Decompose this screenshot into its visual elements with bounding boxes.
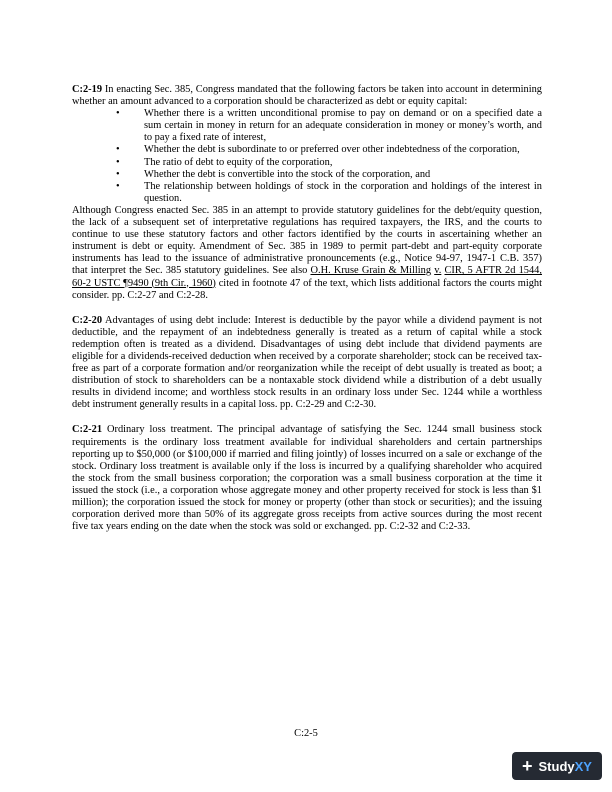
question-number: C:2-19	[72, 84, 103, 95]
list-item: • The relationship between holdings of stock in the corporation and holdings of the interest in question.	[144, 181, 542, 205]
brand-logo	[539, 759, 592, 774]
answer-text: Advantages of using debt include: Interest is deductible by the payor while a dividend payment is not deductible, and the repayment of an indebtedness generally is treated as a return of capital while a stock redemption often is treated as a dividend. Disadvantages of using debt include that dividend payments are eligible for a dividends-received deduction when received by a corporate shareholder; stock can be received tax-free as part of a corporate formation and/or reorganization while the receipt of debt usually is treated as boot; a distribution of stock to shareholders can be a nontaxable stock dividend while a distribution of a debt usually results in dividend income; and worthless stock results in an ordinary loss under Sec. 1244 while a worthless debt instrument generally results in a capital loss. pp. C:2-29 and C:2-30.	[72, 314, 542, 411]
question-c2-19-body	[72, 205, 542, 302]
question-number: C:2-20	[72, 314, 103, 326]
list-item: • Whether the debt is convertible into the stock of the corporation, and	[144, 169, 542, 181]
list-item: • Whether there is a written unconditional promise to pay on demand or on a specified date a sum certain in money in return for an adequate consideration in money or money’s worth, and to pay a fixed rate of interest,	[144, 108, 542, 144]
case-v: v.	[434, 265, 442, 277]
body-text: cited in footnote 47 of the text, which lists additional factors the courts might consider. pp. C:2-27 and C:2-28.	[72, 277, 542, 301]
case-name: O.H. Kruse Grain & Milling	[310, 265, 432, 277]
brand-main: Study	[538, 758, 575, 774]
answer-text: Ordinary loss treatment. The principal advantage of satisfying the Sec. 1244 small business stock requirements is the ordinary loss treatment available for individual shareholders and certain partnerships reporting up to $50,000 (or $100,000 if married and filing jointly) of losses incurred on a sale or exchange of the stock. Ordinary loss treatment is available only if the loss is incurred by a qualifying shareholder who acquired the stock from the small business corporation; the corporation was a small business corporation at the time it issued the stock (i.e., a corporation whose aggregate money and other property received for stock is less than $1 million); the corporation issued the stock for money or property (other than stock or securities); and the issuing corporation derived more than 50% of its aggregate gross receipts from active sources during the most recent five tax years ending on the date when the stock was sold or exchanged. pp. C:2-32 and C:2-33.	[72, 424, 542, 533]
list-item: • Whether the debt is subordinate to or preferred over other indebtedness of the corporation,	[144, 144, 542, 156]
body-text: Although Congress enacted Sec. 385 in an attempt to provide statutory guidelines for the debt/equity question, the lack of a subsequent set of interpretative regulations has required taxpayers, the IRS, and the courts to continue to use these statutory factors and other factors identified by the courts in ascertaining whether an instrument is debt or equity. Amendment of Sec. 385 in 1989 to permit part-debt and part-equity corporate instruments has lead to the issuance of administrative pronouncements (e.g., Notice 94-97, 1947-1 C.B. 357) that interpret the Sec. 385 statutory guidelines. See also	[72, 204, 542, 277]
factor-list	[72, 108, 542, 205]
case-citation: CIR, 5 AFTR 2d 1544, 60-2 USTC ¶9490 (9th Cir., 1960)	[72, 265, 542, 289]
question-c2-20	[72, 315, 542, 412]
studyxy-badge[interactable]	[512, 752, 602, 780]
question-c2-19	[72, 84, 542, 108]
question-number: C:2-21	[72, 424, 103, 436]
question-intro: In enacting Sec. 385, Congress mandated that the following factors be taken into account in determining whether an amount advanced to a corporation should be characterized as debt or equity capital:	[72, 84, 542, 108]
brand-accent: XY	[574, 758, 592, 774]
page-number: C:2-5	[294, 728, 318, 739]
list-item: • The ratio of debt to equity of the corporation,	[144, 157, 542, 169]
plus-icon: +	[522, 756, 533, 776]
document-body	[72, 84, 542, 533]
question-c2-21	[72, 424, 542, 533]
